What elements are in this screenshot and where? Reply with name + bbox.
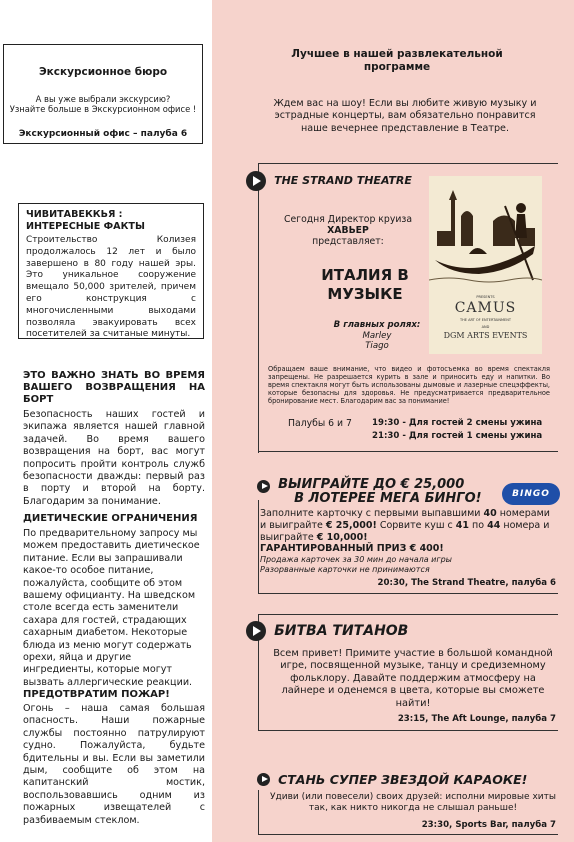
show-poster — [429, 176, 542, 354]
cast-1: Marley — [362, 330, 392, 341]
bingo-title-2: В ЛОТЕРЕЕ МЕГА БИНГО! — [294, 491, 482, 506]
return-title: ЭТО ВАЖНО ЗНАТЬ ВО ВРЕМЯ ВАШЕГО ВОЗВРАЩЕНИЯ НА БОРТ — [23, 370, 205, 405]
excursion-line2: Узнайте больше в Экскурсионном офисе ! — [9, 104, 197, 114]
bingo-t10: € 10,000! — [316, 531, 368, 543]
return-text: Безопасность наших гостей и экипажа является нашей главной задачей. Во время вашего возвращения на борт, вас могут попросить пройти контроль служб безопасности дважды: первый раз в порту и второй на борту. Благодарим за понимание. — [23, 409, 205, 507]
cast-block — [322, 320, 432, 352]
bingo-t4: € 25,000! — [325, 519, 377, 531]
bingo-title — [278, 478, 481, 506]
presents-line2: представляет: — [312, 236, 384, 247]
diet-text: По предварительному запросу мы можем предоставить диетическое питание. Если вы запрашивали какое-то особое питание, пожалуйста, сообщите об этом вашему официанту. На шведском столе всегда есть заменители сахара для гостей, страдающих сахарным диабетом. Некоторые блюда из меню могут содержать орехи, яйца и другие ингредиенты, которые могут вызвать аллергические реакции. — [23, 528, 200, 688]
program-intro: Ждем вас на шоу! Если вы любите живую музыку и эстрадные концерты, вам обязательно понравится наше вечернее представление в Театре. — [273, 98, 537, 134]
bingo-text — [260, 508, 556, 575]
bingo-note-2: Разорванные карточки не принимаются — [260, 565, 430, 575]
diet-section — [23, 513, 205, 689]
theatre-time-1: 19:30 - Для гостей 2 смены ужина — [372, 418, 543, 428]
diet-title: ДИЕТИЧЕСКИЕ ОГРАНИЧЕНИЯ — [23, 513, 198, 524]
excursion-box — [3, 44, 203, 144]
poster-dgm: DGM ARTS EVENTS — [443, 331, 528, 340]
director-name: ХАВЬЕР — [327, 225, 369, 236]
play-icon — [246, 621, 266, 641]
fact-text: Строительство Колизея продолжалось 12 лет и было завершено в 80 году нашей эры. Это уникальное сооружение вмещало 50,000 зрителей, причем его конструкция с многочисленными выходами позволяла эвакуировать всех посетителей за считаные минуты. — [26, 235, 196, 340]
theatre-notice: Обращаем ваше внимание, что видео и фотосъемка во время спектакля запрещены. Не разрешается курить в зале и приносить еду и напитки. Во время спектакля могут быть использованы дымовые и лазерные спецэффекты, которые безопасны для здоровья. Не предусматривается предварительное бронирование мест. Благодарим вас за понимание! — [268, 365, 550, 405]
titans-header — [246, 620, 408, 641]
theatre-venue: THE STRAND THEATRE — [274, 174, 412, 187]
theatre-presents — [268, 214, 428, 247]
bingo-time: 20:30, The Strand Theatre, палуба 6 — [377, 578, 556, 588]
bingo-t2: 40 — [483, 508, 497, 519]
titans-time: 23:15, The Aft Lounge, палуба 7 — [397, 714, 556, 724]
fact-title: ЧИВИТАВЕККЬЯ : ИНТЕРЕСНЫЕ ФАКТЫ — [26, 209, 145, 232]
karaoke-time: 23:30, Sports Bar, палуба 7 — [421, 820, 556, 830]
return-section — [23, 370, 205, 508]
theatre-time-2: 21:30 - Для гостей 1 смены ужина — [372, 431, 543, 441]
bingo-title-1: ВЫИГРАЙТЕ ДО € 25,000 — [278, 477, 465, 492]
bingo-note-1: Продажа карточек за 30 мин до начала игры — [260, 555, 452, 565]
bingo-badge — [502, 483, 560, 505]
play-icon — [257, 480, 270, 493]
karaoke-title: СТАНЬ СУПЕР ЗВЕЗДОЙ КАРАОКЕ! — [278, 772, 528, 787]
play-icon — [257, 773, 270, 786]
bingo-guaranteed: ГАРАНТИРОВАННЫЙ ПРИЗ € 400! — [260, 543, 444, 555]
theatre-decks: Палубы 6 и 7 — [288, 418, 352, 429]
program-heading: Лучшее в нашей развлекательной программе — [291, 48, 503, 73]
fact-box — [18, 203, 204, 339]
karaoke-text: Удиви (или повесели) своих друзей: исполни мировые хиты так, как никто никогда не слышал раньше! — [270, 792, 556, 814]
poster-brand: CAMUS — [454, 300, 517, 316]
cast-2: Tiago — [365, 341, 389, 351]
karaoke-left-rule — [258, 790, 259, 835]
excursion-line1: А вы уже выбрали экскурсию? — [35, 94, 171, 104]
presents-line1: Сегодня Директор круиза — [283, 214, 413, 225]
gondola-illustration — [429, 176, 542, 296]
bingo-t7: по — [469, 519, 488, 531]
fire-section — [23, 689, 205, 827]
bingo-bottom-rule — [258, 593, 558, 594]
fire-text: Огонь – наша самая большая опасность. Наши пожарные службы постоянно патрулируют судно. Пожалуйста, будьте бдительны и вы. Если вы заметили дым, сообщите об этом на капитанский мостик, воспользовавшись одним из пожарных извещателей с разбиваемым стеклом. — [23, 703, 205, 826]
karaoke-bottom-rule — [258, 834, 558, 835]
poster-small: PRESENTS — [476, 295, 495, 299]
titans-bottom-rule — [258, 730, 558, 731]
bingo-t3: номерами и выиграйте — [260, 508, 550, 531]
titans-text: Всем привет! Примите участие в большой командной игре, посвященной музыке, танцу и средиземному фольклору. Давайте поддержим атмосферу на лайнере и оденемся в цвета, которые вы сможете найти! — [273, 648, 553, 709]
bingo-t9: номера и выиграйте — [260, 519, 550, 543]
fire-title: ПРЕДОТВРАТИМ ПОЖАР! — [23, 689, 170, 700]
titans-title: БИТВА ТИТАНОВ — [274, 622, 409, 639]
cast-label: В главных ролях: — [333, 320, 421, 330]
bingo-t5: Сорвите куш с — [376, 519, 456, 531]
excursion-title: Экскурсионное бюро — [38, 66, 168, 78]
bingo-left-rule — [258, 500, 259, 594]
bingo-t1: Заполните карточку с первыми выпавшими — [260, 508, 484, 519]
bingo-header — [257, 478, 482, 506]
excursion-office: Экскурсионный офис – палуба 6 — [18, 129, 188, 139]
theatre-header — [246, 170, 412, 191]
bingo-t6: 41 — [455, 519, 470, 531]
karaoke-header — [257, 769, 527, 788]
show-title: ИТАЛИЯ В МУЗЫКЕ — [321, 266, 409, 303]
poster-sub: THE ART OF ENTERTAINMENT — [459, 318, 512, 322]
bingo-badge-text: BINGO — [512, 489, 550, 499]
play-icon — [246, 171, 266, 191]
theatre-bottom-rule — [258, 451, 558, 452]
poster-and: AND — [481, 325, 490, 329]
bingo-t8: 44 — [487, 519, 501, 531]
